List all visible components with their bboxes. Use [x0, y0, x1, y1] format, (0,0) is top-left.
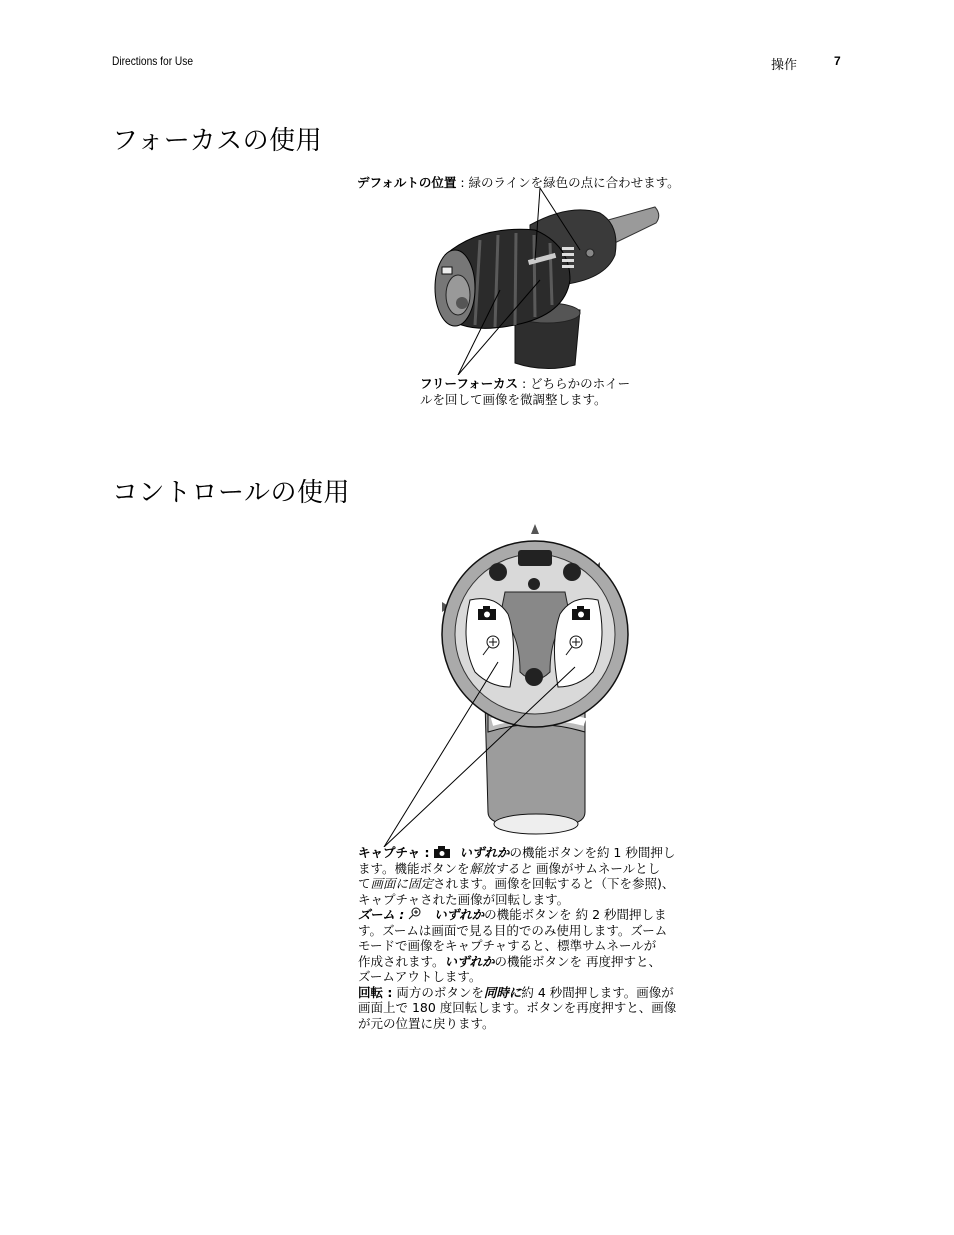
default-position-label: デフォルトの位置 — [357, 175, 457, 190]
zoom-text-2: す。ズームは画面で見る目的でのみ使用します。ズーム — [358, 922, 668, 938]
free-focus-caption — [420, 376, 630, 407]
zoom-text-1: の機能ボタンを 約 2 秒間押しま — [484, 907, 667, 922]
rotate-label: 回転 : — [358, 984, 393, 1000]
controls-illustration — [380, 522, 630, 847]
capture-text-5: されます。画像を回転すると（下を参照)、 — [433, 876, 675, 891]
free-focus-text-1: : どちらかのホイー — [518, 376, 631, 391]
capture-release: 解放すると — [469, 860, 533, 876]
capture-either: いずれか — [459, 845, 510, 860]
otoscope-focus-illustration — [420, 185, 670, 375]
rotate-text-2: 約 4 秒間押します。画像が — [521, 984, 674, 1000]
rotate-text-3: 画面上で 180 度回転します。ボタンを再度押すと、画像 — [358, 1000, 677, 1015]
capture-paragraph — [358, 845, 718, 907]
free-focus-text-2: ルを回して画像を微調整します。 — [420, 391, 607, 407]
camera-icon — [433, 846, 451, 858]
zoom-either-2: いずれか — [444, 953, 495, 969]
capture-text-6: キャプチャされた画像が回転します。 — [358, 891, 570, 907]
free-focus-label: フリーフォーカス — [420, 376, 519, 391]
capture-text-1: の機能ボタンを約 1 秒間押し — [509, 845, 676, 860]
rotate-paragraph — [358, 985, 718, 1032]
zoom-label: ズーム : — [358, 907, 405, 922]
default-position-text: : 緑のラインを緑色の点に合わせます。 — [456, 175, 680, 190]
capture-text-4: て — [358, 876, 371, 891]
zoom-icon — [408, 907, 422, 920]
running-header-title: Directions for Use — [112, 54, 194, 68]
running-header-section: 操作 — [771, 58, 798, 73]
zoom-either: いずれか — [434, 907, 485, 922]
zoom-text-3: モードで画像をキャプチャすると、標準サムネールが — [358, 938, 657, 953]
focus-section-title: フォーカスの使用 — [112, 126, 323, 156]
capture-text-2: ます。機能ボタンを — [358, 860, 470, 876]
controls-section-title: コントロールの使用 — [112, 478, 350, 508]
zoom-text-5: の機能ボタンを 再度押すと、 — [494, 953, 662, 969]
rotate-text-4: が元の位置に戻ります。 — [358, 1015, 495, 1031]
controls-description — [358, 845, 718, 1031]
zoom-paragraph — [358, 907, 718, 985]
zoom-text-4: 作成されます。 — [358, 953, 445, 969]
page-number: 7 — [834, 54, 841, 68]
capture-label: キャプチャ : — [358, 845, 430, 860]
rotate-text-1: 両方のボタンを — [392, 984, 484, 1000]
rotate-simultaneous: 同時に — [483, 984, 522, 1000]
capture-text-3: 画像がサムネールとし — [532, 860, 661, 876]
zoom-text-6: ズームアウトします。 — [358, 969, 482, 984]
capture-fixed: 画面に固定 — [370, 876, 434, 891]
